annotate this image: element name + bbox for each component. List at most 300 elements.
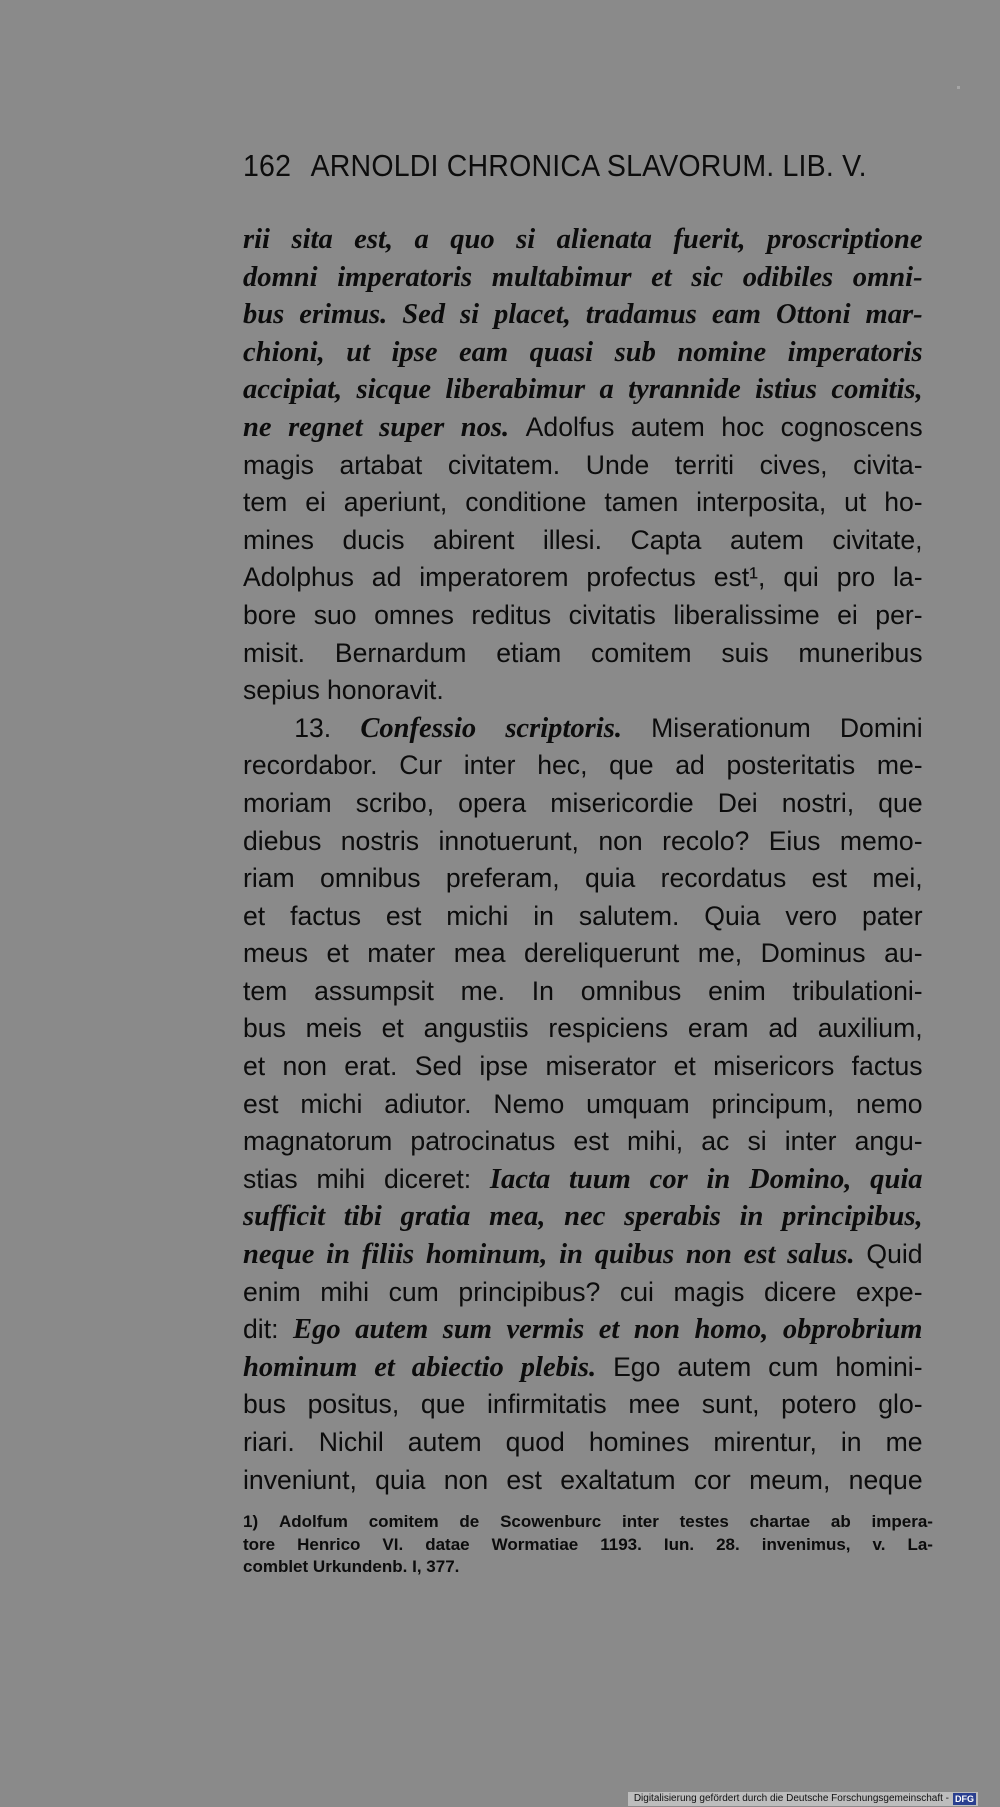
word: cui [619, 1276, 654, 1307]
word: est [811, 863, 848, 894]
text-line [243, 296, 923, 334]
word: sepius [243, 675, 320, 706]
word: au- [884, 938, 923, 969]
word: ho- [884, 487, 923, 518]
word: meus [243, 938, 309, 969]
text-line [243, 823, 923, 861]
word: tyrannide [628, 373, 741, 406]
word: bus [243, 1389, 286, 1420]
text-line [243, 1236, 923, 1274]
word: enim [243, 1276, 301, 1307]
word: patrocinatus [410, 1126, 556, 1157]
word: comitis, [831, 373, 923, 406]
word: liberabimur [445, 373, 586, 406]
word: magis [243, 449, 314, 480]
word: potero [781, 1389, 857, 1420]
footnote-word: Adolfum [278, 1512, 348, 1531]
word: factus [851, 1051, 923, 1082]
word: Capta [630, 524, 702, 555]
word: moriam [243, 787, 332, 818]
word: quia [585, 863, 636, 894]
text-line [243, 898, 923, 936]
word: civita- [853, 449, 923, 480]
word: illesi. [542, 524, 602, 555]
word: super [379, 410, 445, 443]
word: sita [291, 223, 333, 255]
word: angustiis [423, 1013, 529, 1044]
word: riari. [243, 1427, 295, 1457]
word: Ottoni [775, 298, 851, 331]
word: Sed [402, 298, 446, 331]
text-line [243, 672, 923, 710]
word: in [840, 1427, 862, 1457]
word: gratia [400, 1200, 471, 1233]
word: mater [367, 938, 436, 969]
word: stias [243, 1163, 298, 1194]
word: placet, [493, 298, 571, 331]
word: ad [768, 1013, 798, 1044]
text-line [243, 935, 923, 973]
text-line [243, 597, 923, 635]
word: meis [305, 1013, 362, 1044]
word: est, [354, 223, 394, 255]
running-title: ARNOLDI CHRONICA SLAVORUM. LIB. V. [310, 148, 867, 183]
footnote-word: Iun. [663, 1534, 695, 1554]
word: multabimur [491, 260, 632, 293]
word: hoc [721, 411, 765, 442]
footnote-word: Henrico [297, 1534, 361, 1554]
word: erimus. [299, 298, 388, 331]
word: mihi [316, 1163, 366, 1194]
word: que [420, 1389, 466, 1420]
word: Iacta [489, 1162, 551, 1195]
word: recordatus [660, 863, 787, 894]
footnote-word: invenimus, [761, 1534, 851, 1554]
text-line [243, 1123, 923, 1161]
word: autem [407, 1427, 482, 1457]
word: enim [708, 975, 766, 1006]
text-line [243, 447, 923, 485]
word: omnibus [320, 863, 421, 894]
word: per- [875, 599, 923, 630]
word: vermis [506, 1313, 585, 1346]
word: muneribus [798, 637, 923, 668]
word: expe- [856, 1276, 923, 1307]
word: Cur [399, 750, 443, 781]
word: cognoscens [780, 411, 923, 442]
word: regnet [288, 410, 363, 443]
footnote-line [243, 1556, 933, 1579]
word: Domini [839, 712, 923, 743]
word: comitem [591, 637, 692, 668]
word: et [673, 1051, 696, 1082]
word: neque [848, 1464, 923, 1495]
word: sub [614, 335, 656, 368]
text-line [243, 1462, 923, 1500]
word: sunt, [701, 1389, 760, 1420]
word: tem [243, 487, 288, 518]
footnote-word: 1) [243, 1512, 259, 1531]
word: odibiles [742, 260, 834, 293]
word: ei [305, 487, 326, 518]
footnote-word: Scowenburc [500, 1512, 602, 1531]
word: non [685, 1238, 732, 1271]
word: a [599, 373, 614, 406]
footnote-word: comitem [368, 1512, 439, 1531]
word: imperatoris [787, 335, 923, 368]
word: sicque [356, 373, 432, 406]
footnote-word: La- [907, 1534, 933, 1554]
word: exaltatum [560, 1464, 676, 1495]
word: sufficit [243, 1200, 326, 1233]
word: nos. [460, 410, 510, 443]
word: Domino, [749, 1162, 852, 1195]
word: salutem. [578, 900, 680, 931]
word: infirmitatis [487, 1389, 607, 1420]
word: tribulationi- [792, 975, 923, 1006]
word: ad [371, 562, 402, 593]
text-line [243, 710, 923, 748]
word: etiam [496, 637, 562, 668]
word: opera [458, 787, 527, 818]
word: interposita, [696, 487, 827, 518]
word: mines [243, 524, 314, 555]
word: respiciens [548, 1013, 669, 1044]
word: a [414, 223, 429, 255]
word: quasi [529, 335, 594, 368]
word: qui [783, 562, 819, 593]
word: abiectio [411, 1350, 504, 1383]
footnote-word: 1193. [600, 1534, 642, 1554]
text-line [243, 1198, 923, 1236]
word: homini- [835, 1351, 923, 1382]
word: fuerit, [673, 223, 746, 255]
word: civitatis [568, 599, 656, 630]
word: nostri, [781, 787, 855, 818]
word: et [243, 1051, 266, 1082]
word: me- [876, 750, 923, 781]
word: pater [861, 900, 923, 931]
word: Dei [717, 787, 758, 818]
word: tuum [568, 1162, 631, 1195]
word: est [506, 1464, 542, 1495]
text-line [243, 1424, 923, 1462]
word: magnatorum [243, 1126, 393, 1157]
word: mihi, [626, 1126, 684, 1157]
text-line [243, 1048, 923, 1086]
word: et [381, 1013, 404, 1044]
word: cor [649, 1162, 688, 1195]
footnote-word: tore [243, 1534, 276, 1554]
word: michi [300, 1088, 363, 1119]
word: et [598, 1313, 620, 1346]
footnote-word: v. [872, 1534, 886, 1554]
word: dicere [764, 1276, 837, 1307]
word: misit. [243, 637, 306, 668]
word: preferam, [445, 863, 560, 894]
word: ut [844, 487, 867, 518]
word: erat. [344, 1051, 398, 1082]
word: Adolphus [243, 562, 354, 593]
word: recolo? [662, 825, 750, 856]
dfg-logo: DFG [955, 1794, 974, 1804]
footnote-word: comblet [243, 1557, 309, 1576]
word: autem [677, 1351, 752, 1382]
word: si [516, 223, 536, 255]
word: bus [243, 298, 285, 331]
word: vero [785, 900, 838, 931]
word: si [459, 298, 480, 331]
word: ei [837, 599, 858, 630]
word: bore [243, 599, 297, 630]
word: non [598, 825, 643, 856]
word: tibi [343, 1200, 382, 1233]
word: conditione [465, 487, 587, 518]
word: aperiunt, [343, 487, 448, 518]
word: mea, [489, 1200, 546, 1233]
text-line [243, 1274, 923, 1312]
word: reditus [471, 599, 552, 630]
text-line [243, 221, 923, 259]
credit-text: Digitalisierung gefördert durch die Deutsche Forschungsgemeinschaft - [633, 1793, 949, 1804]
word: mei, [872, 863, 923, 894]
word: diceret: [383, 1163, 472, 1194]
word: In [531, 975, 554, 1006]
footnote-word: Urkundenb. [312, 1557, 408, 1576]
word: ipse [479, 1051, 529, 1082]
word: Nichil [318, 1427, 384, 1457]
word: Quid [866, 1239, 923, 1270]
footnote-word: VI. [382, 1534, 404, 1554]
word: territi [674, 449, 735, 480]
footnote-block [243, 1511, 933, 1579]
word: artabat [339, 449, 423, 480]
word: suo [313, 599, 357, 630]
word: abirent [433, 524, 515, 555]
word: nomine [677, 335, 767, 368]
word: cor [693, 1464, 731, 1495]
word: quo [450, 223, 495, 255]
word: imperatoris [337, 260, 473, 293]
text-line [243, 484, 923, 522]
word: recordabor. [243, 750, 378, 781]
word: civitatem. [447, 449, 561, 480]
footnote-line [243, 1511, 933, 1534]
word: est [573, 1126, 609, 1157]
word: civitate, [832, 524, 923, 555]
text-line [243, 559, 923, 597]
word: rii [243, 223, 270, 255]
word: scriptoris. [505, 711, 622, 744]
word: Sed [414, 1051, 463, 1082]
text-line [243, 409, 923, 447]
word: est [385, 900, 422, 931]
word: Eius [768, 825, 821, 856]
word: misericordie [550, 787, 694, 818]
word: et [374, 1350, 395, 1383]
word: que [609, 750, 654, 781]
word: in [533, 900, 554, 931]
word: proscriptione [767, 223, 923, 255]
word: liberalissime [673, 599, 820, 630]
word: inter [463, 750, 516, 781]
word: Ego [293, 1313, 341, 1346]
word: istius [755, 373, 818, 406]
word: ad [675, 750, 705, 781]
text-line [243, 1086, 923, 1124]
text-line [243, 1010, 923, 1048]
word: homo, [694, 1313, 769, 1346]
word: non [633, 1313, 680, 1346]
footnote-word: Wormatiae [491, 1534, 579, 1554]
word: factus [290, 900, 362, 931]
word: magis [673, 1276, 745, 1307]
word: me, [697, 938, 743, 969]
word: Miserationum [651, 712, 811, 743]
word: in [739, 1200, 764, 1233]
text-line [243, 1311, 923, 1349]
word: que [878, 787, 923, 818]
footnote-word: datae [425, 1534, 470, 1554]
word: eam [711, 298, 762, 331]
word: adiutor. [384, 1088, 472, 1119]
text-line [243, 860, 923, 898]
word: michi [446, 900, 509, 931]
word: ipse [391, 335, 438, 368]
word: mirentur, [713, 1427, 817, 1457]
word: meum, [749, 1464, 831, 1495]
text-line [243, 334, 923, 372]
word: assumpsit [314, 975, 434, 1006]
main-text [243, 221, 923, 1499]
text-line [243, 747, 923, 785]
word: tamen [604, 487, 679, 518]
word: pro [836, 562, 876, 593]
word: in [706, 1162, 731, 1195]
word: chioni, [243, 335, 325, 368]
word: positus, [307, 1389, 400, 1420]
footnote-line [243, 1534, 933, 1557]
word: cives, [759, 449, 828, 480]
word: quibus [594, 1238, 675, 1271]
word: hominum, [425, 1238, 548, 1271]
word: autem [630, 411, 705, 442]
word: salus. [787, 1238, 855, 1271]
word: profectus [586, 562, 696, 593]
word: neque [243, 1238, 315, 1271]
word: principum, [711, 1088, 835, 1119]
text-line [243, 973, 923, 1011]
word: cum [768, 1351, 819, 1382]
footnote-word: I, [412, 1557, 422, 1576]
footnote-word: de [459, 1512, 480, 1531]
word: omnes [374, 599, 454, 630]
word: nemo [856, 1088, 923, 1119]
word: cum [388, 1276, 439, 1307]
word: in [559, 1238, 583, 1271]
word: ac [701, 1126, 730, 1157]
word: tem [243, 975, 288, 1006]
word: hominum [243, 1350, 358, 1383]
word: hec, [537, 750, 588, 781]
text-line [243, 785, 923, 823]
word: diebus [243, 825, 322, 856]
word: Adolfus [525, 411, 615, 442]
word: quia [870, 1162, 923, 1195]
word: Bernardum [334, 637, 467, 668]
word: misericors [713, 1051, 835, 1082]
word: et [326, 938, 349, 969]
text-line [243, 522, 923, 560]
word: est [743, 1238, 776, 1271]
word: in [326, 1238, 350, 1271]
word: mea [453, 938, 506, 969]
word: autem [355, 1313, 429, 1346]
word: scribo, [355, 787, 435, 818]
word: sum [442, 1313, 492, 1346]
word: sperabis [624, 1200, 721, 1233]
word: filiis [361, 1238, 415, 1271]
word: posteritatis [726, 750, 856, 781]
running-header [243, 148, 869, 188]
word: omni- [852, 260, 923, 293]
word: ne [243, 410, 272, 443]
word: la- [893, 562, 923, 593]
word: et [243, 900, 266, 931]
text-line [243, 371, 923, 409]
word: tradamus [585, 298, 697, 331]
word: Dominus [760, 938, 866, 969]
word: mihi [320, 1276, 370, 1307]
word: eram [687, 1013, 749, 1044]
word: umquam [586, 1088, 690, 1119]
footnote-word: impera- [871, 1512, 933, 1531]
footnote-word: ab [830, 1512, 851, 1531]
word: miserator [545, 1051, 657, 1082]
footnote-word: 28. [716, 1534, 740, 1554]
word: ut [346, 335, 371, 368]
word: principibus? [458, 1276, 601, 1307]
word: glo- [878, 1389, 923, 1420]
word: 13. [294, 712, 332, 743]
word: omnibus [580, 975, 682, 1006]
footnote-word: chartae [749, 1512, 811, 1531]
word: quia [375, 1464, 426, 1495]
word: domni [243, 260, 318, 293]
word: auxilium, [817, 1013, 923, 1044]
text-line [243, 1161, 923, 1199]
footnote-word: inter [621, 1512, 659, 1531]
scan-artifact [957, 86, 960, 89]
word: nostris [340, 825, 420, 856]
word: dereliquerunt [524, 938, 680, 969]
word: sic [691, 260, 724, 293]
text-line [243, 1386, 923, 1424]
word: memo- [839, 825, 923, 856]
word: est [243, 1088, 279, 1119]
word: riam [243, 863, 295, 894]
word: ducis [342, 524, 405, 555]
word: si [747, 1126, 767, 1157]
word: nec [564, 1200, 606, 1233]
digitization-credit [628, 1792, 978, 1806]
word: honoravit. [327, 675, 444, 706]
word: Quia [704, 900, 761, 931]
word: bus [243, 1013, 286, 1044]
word: eam [458, 335, 509, 368]
word: plebis. [520, 1350, 597, 1383]
footnote-word: 377. [426, 1557, 460, 1576]
